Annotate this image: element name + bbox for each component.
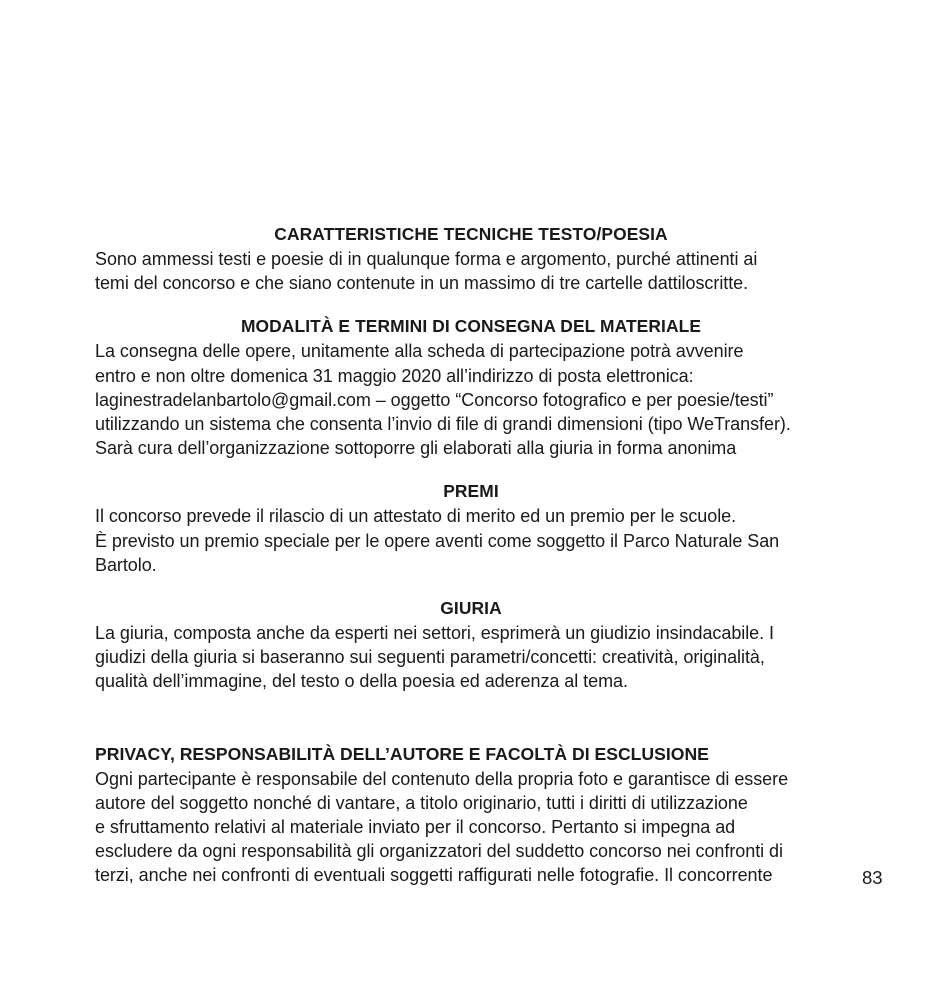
text-line: La consegna delle opere, unitamente alla scheda di partecipazione potrà avvenire [95,341,744,362]
text-line: entro e non oltre domenica 31 maggio 2020 all’indirizzo di posta elettronica: [95,365,694,386]
section-modalita-termini-consegna [95,314,847,460]
section-heading: PRIVACY, RESPONSABILITÀ DELL’AUTORE E FACOLTÀ DI ESCLUSIONE [95,743,709,764]
text-column [95,222,847,888]
section-body [95,247,847,295]
text-line: La giuria, composta anche da esperti nei settori, esprimerà un giudizio insindacabile. I [95,623,774,644]
section-heading: GIURIA [440,598,502,619]
text-line: autore del soggetto nonché di vantare, a titolo originario, tutti i diritti di utilizzazione [95,792,748,813]
section-heading: CARATTERISTICHE TECNICHE TESTO/POESIA [274,224,668,244]
text-line: temi del concorso e che siano contenute in un massimo di tre cartelle dattiloscritte. [95,273,749,294]
section-giuria [95,596,847,694]
section-privacy-responsabilita [95,742,847,888]
section-heading: MODALITÀ E TERMINI DI CONSEGNA DEL MATERIALE [240,316,702,337]
section-body [95,767,847,888]
section-heading: PREMI [443,481,499,502]
text-line: escludere da ogni responsabilità gli organizzatori del suddetto concorso nei confronti di [95,841,783,862]
text-line: Il concorso prevede il rilascio di un attestato di merito ed un premio per le scuole. [95,506,737,527]
text-line: e sfruttamento relativi al materiale inviato per il concorso. Pertanto si impegna ad [95,817,736,838]
page-number: 83 [862,867,883,888]
section-premi [95,479,847,577]
section-caratteristiche-tecniche [95,222,847,295]
text-line: Bartolo. [95,554,157,575]
text-line: giudizi della giuria si baseranno sui seguenti parametri/concetti: creatività, originalità, [95,647,765,668]
text-line: terzi, anche nei confronti di eventuali soggetti raffigurati nelle fotografie. Il concorrente [95,865,773,886]
text-line: Ogni partecipante è responsabile del contenuto della propria foto e garantisce di essere [95,768,789,789]
section-body [95,339,847,460]
text-line: qualità dell’immagine, del testo o della poesia ed aderenza al tema. [95,671,628,692]
section-body [95,621,847,694]
text-line: Sarà cura dell’organizzazione sottoporre gli elaborati alla giuria in forma anonima [95,438,737,459]
text-line: È previsto un premio speciale per le opere aventi come soggetto il Parco Naturale San [95,530,780,551]
section-body [95,504,847,577]
text-line: Sono ammessi testi e poesie di in qualunque forma e argomento, purché attinenti ai [95,249,758,269]
text-line: utilizzando un sistema che consenta l’invio di file di grandi dimensioni (tipo WeTransfer). [95,414,791,435]
email-contact-line: laginestradelanbartolo@gmail.com – oggetto “Concorso fotografico e per poesie/testi” [95,389,774,410]
